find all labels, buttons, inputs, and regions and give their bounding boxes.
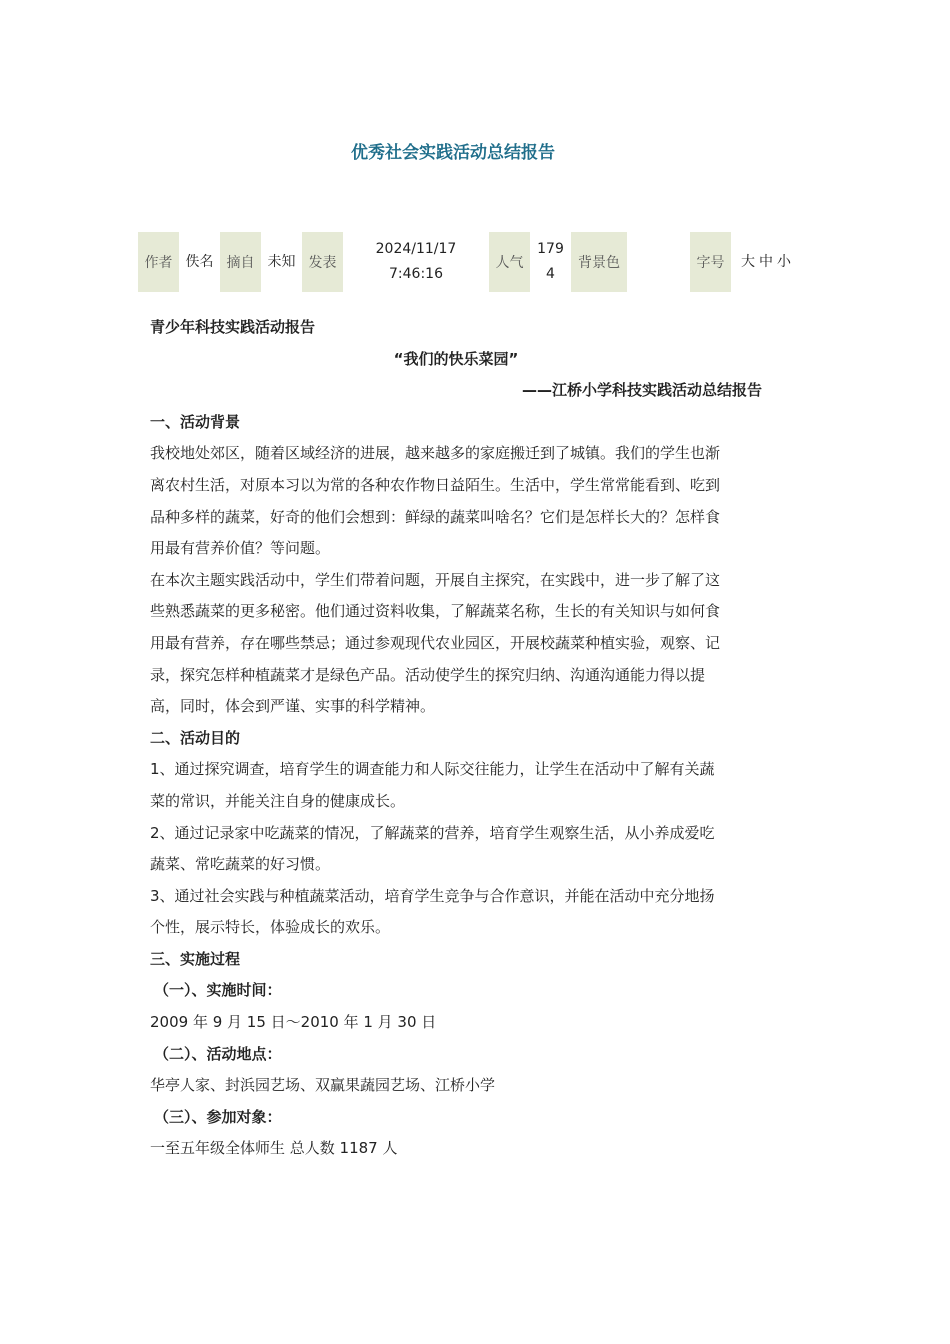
paragraph-line: 录，探究怎样种植蔬菜才是绿色产品。活动使学生的探究归纳、沟通沟通能力得以提 — [150, 665, 706, 684]
bgcolor-label: 背景色 — [571, 232, 627, 292]
article-byline: ——江桥小学科技实践活动总结报告 — [521, 381, 762, 400]
subsection-heading: （一）、实施时间： — [154, 981, 282, 1000]
section-heading: 一、活动背景 — [150, 412, 241, 431]
paragraph-line: 我校地处郊区，随着区域经济的进展，越来越多的家庭搬迁到了城镇。我们的学生也渐 — [150, 444, 721, 463]
article-meta-bar — [138, 232, 801, 292]
author-value: 佚名 — [185, 253, 214, 270]
paragraph-line: 离农村生活，对原本习以为常的各种农作物日益陌生。生活中，学生常常能看到、吃到 — [150, 475, 721, 494]
paragraph-line: 品种多样的蔬菜，好奇的他们会想到：鲜绿的蔬菜叫啥名？它们是怎样长大的？怎样食 — [150, 507, 721, 526]
bgcolor-picker[interactable] — [627, 232, 690, 292]
subsection-heading: （二）、活动地点： — [154, 1044, 282, 1063]
section-heading: 三、实施过程 — [150, 949, 241, 968]
paragraph-line: 用最有营养价值？等问题。 — [150, 539, 331, 558]
article-body — [150, 312, 762, 1165]
paragraph-line: 用最有营养，存在哪些禁忌；通过参观现代农业园区，开展校蔬菜种植实验，观察、记 — [150, 633, 721, 652]
paragraph-line: 华亭人家、封浜园艺场、双赢果蔬园艺场、江桥小学 — [150, 1076, 496, 1095]
paragraph-line: 一至五年级全体师生 总人数 1187 人 — [150, 1139, 398, 1158]
article-heading: 青少年科技实践活动报告 — [150, 318, 316, 336]
source-value: 未知 — [267, 253, 296, 270]
paragraph-line: 2、通过记录家中吃蔬菜的情况，了解蔬菜的营养，培育学生观察生活，从小养成爱吃 — [150, 823, 715, 842]
paragraph-line: 高，同时，体会到严谨、实事的科学精神。 — [150, 697, 436, 716]
page-title: 优秀社会实践活动总结报告 — [351, 143, 555, 163]
fontsize-large-button[interactable]: 大 — [741, 253, 755, 270]
fontsize-small-button[interactable]: 小 — [777, 253, 791, 270]
published-date: 2024/11/17 — [375, 241, 457, 257]
fontsize-label: 字号 — [690, 232, 731, 292]
paragraph-line: 些熟悉蔬菜的更多秘密。他们通过资料收集，了解蔬菜名称，生长的有关知识与如何食 — [150, 602, 721, 621]
published-label: 发表 — [302, 232, 343, 292]
paragraph-line: 个性，展示特长，体验成长的欢乐。 — [150, 918, 391, 937]
fontsize-options — [731, 232, 801, 292]
views-line2: 4 — [546, 266, 555, 282]
paragraph-line: 3、通过社会实践与种植蔬菜活动，培育学生竞争与合作意识，并能在活动中充分地扬 — [150, 886, 715, 905]
source-label: 摘自 — [220, 232, 261, 292]
paragraph-line: 1、通过探究调查，培育学生的调查能力和人际交往能力，让学生在活动中了解有关蔬 — [150, 760, 715, 779]
section-heading: 二、活动目的 — [150, 728, 241, 747]
subsection-heading: （三）、参加对象： — [154, 1107, 282, 1126]
published-time: 7:46:16 — [389, 266, 443, 282]
paragraph-line: 在本次主题实践活动中，学生们带着问题，开展自主探究，在实践中，进一步了解了这 — [150, 570, 721, 589]
paragraph-line: 菜的常识，并能关注自身的健康成长。 — [150, 791, 406, 810]
article-subtitle: “我们的快乐菜园” — [393, 349, 519, 368]
views-label: 人气 — [489, 232, 530, 292]
fontsize-medium-button[interactable]: 中 — [759, 253, 773, 270]
paragraph-line: 蔬菜、常吃蔬菜的好习惯。 — [150, 855, 331, 874]
published-value — [343, 232, 489, 292]
views-line1: 179 — [537, 241, 564, 257]
author-label: 作者 — [138, 232, 179, 292]
paragraph-line: 2009 年 9 月 15 日～2010 年 1 月 30 日 — [150, 1013, 437, 1032]
views-value — [530, 232, 571, 292]
